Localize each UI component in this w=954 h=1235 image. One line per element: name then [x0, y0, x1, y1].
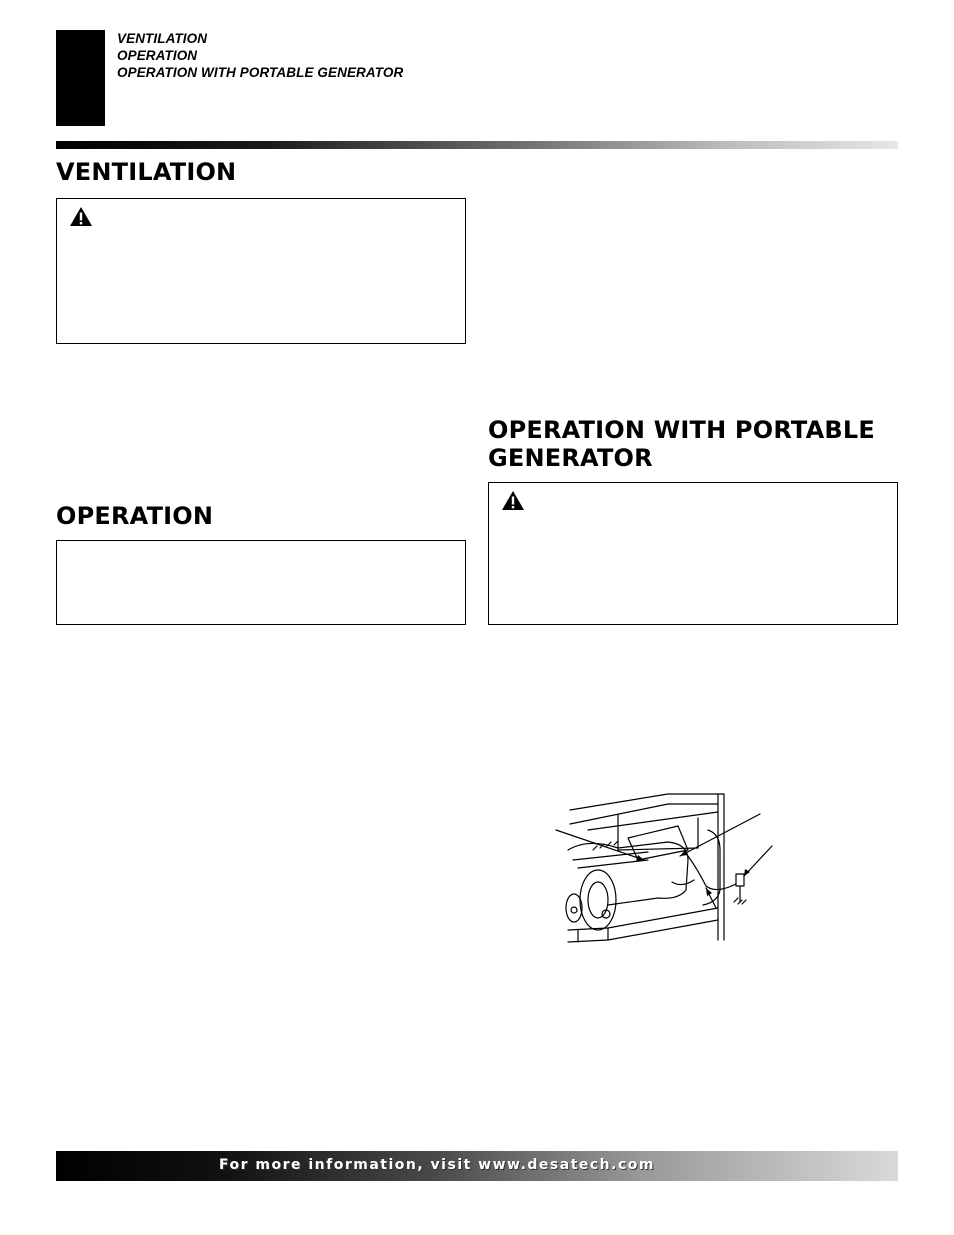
header-item-ventilation: VENTILATION — [117, 31, 208, 46]
generator-warning-box — [488, 482, 898, 625]
generator-grounding-illustration — [548, 790, 780, 950]
header-item-operation: OPERATION — [117, 48, 198, 63]
operation-heading: OPERATION — [56, 502, 214, 530]
footer-bar — [56, 1151, 898, 1181]
operation-notice-box — [56, 540, 466, 625]
footer-website-text: For more information, visit www.desatech.com — [219, 1157, 655, 1173]
chapter-tab — [56, 30, 105, 126]
ventilation-warning-box — [56, 198, 466, 344]
warning-triangle-icon — [69, 206, 93, 227]
warning-triangle-icon — [501, 490, 525, 511]
header-section-list — [117, 30, 403, 81]
generator-heading-line2: GENERATOR — [488, 444, 653, 472]
generator-heading-line1: OPERATION WITH PORTABLE — [488, 416, 875, 444]
header-gradient-rule — [56, 141, 898, 149]
header-item-generator: OPERATION WITH PORTABLE GENERATOR — [117, 65, 404, 80]
ventilation-heading: VENTILATION — [56, 158, 237, 186]
